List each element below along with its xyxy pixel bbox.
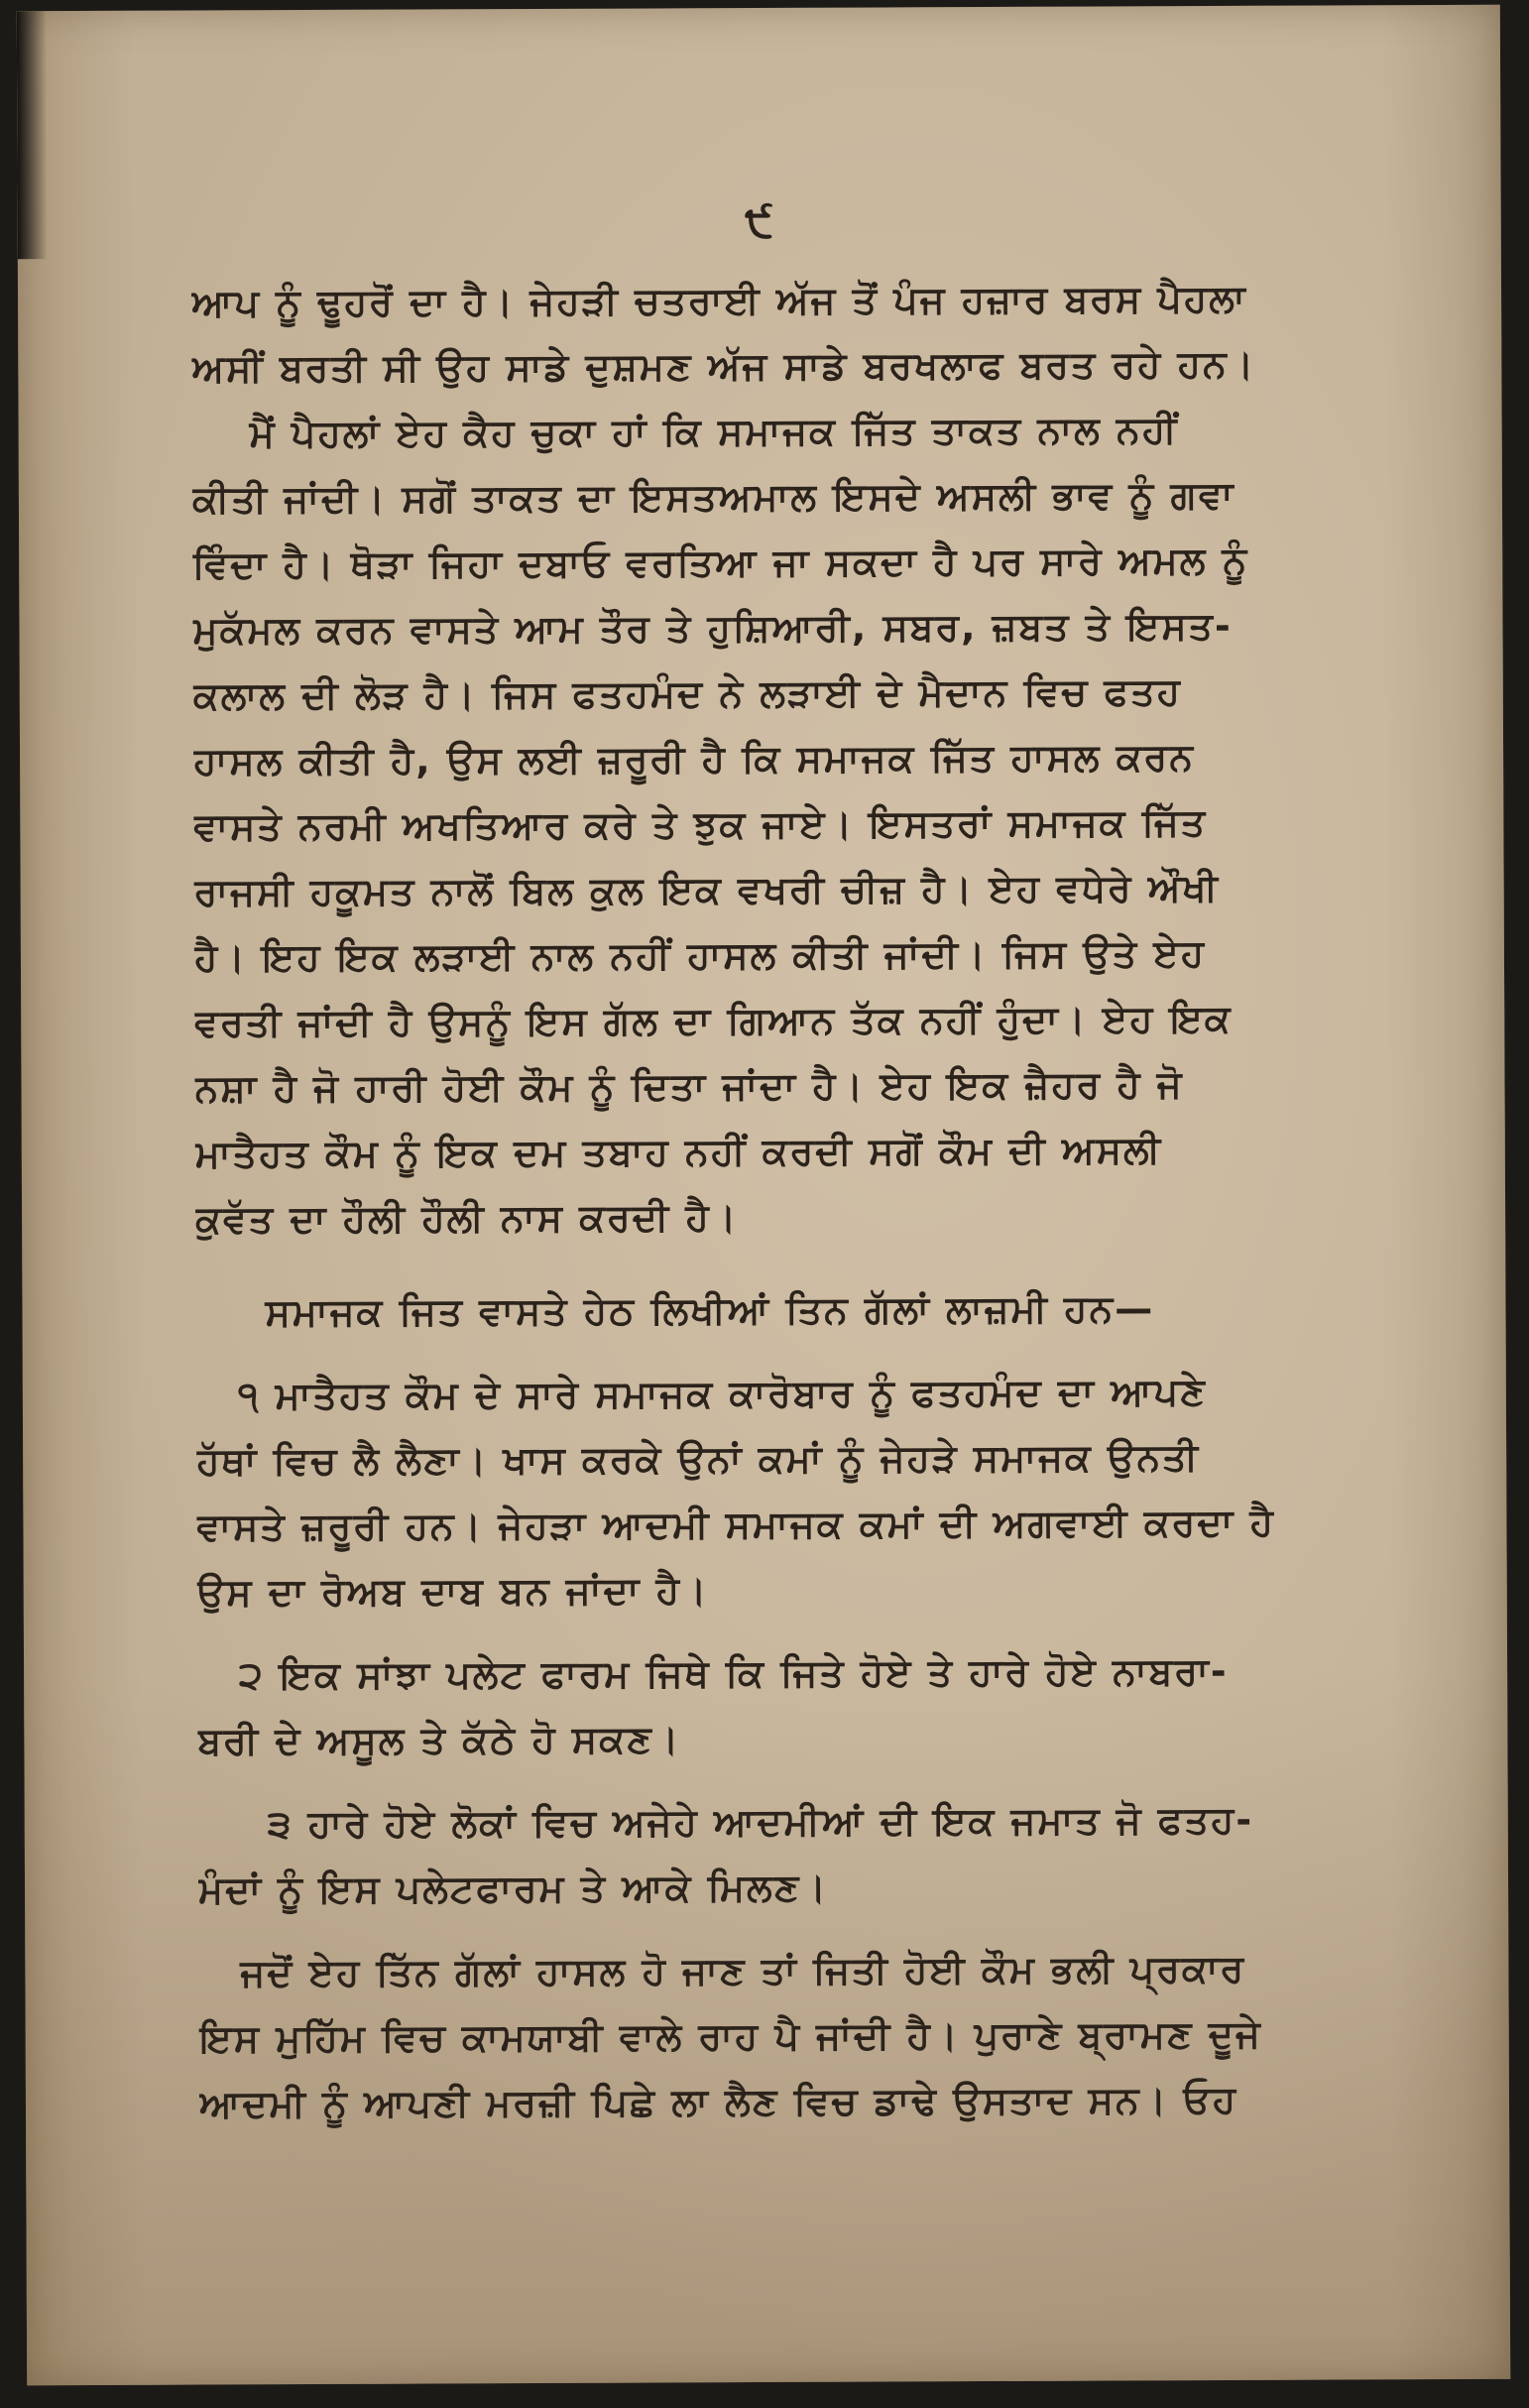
text-line: ਉਸ ਦਾ ਰੋਅਬ ਦਾਬ ਬਨ ਜਾਂਦਾ ਹੈ। — [196, 1568, 709, 1615]
text-line: ਵਾਸਤੇ ਜ਼ਰੂਰੀ ਹਨ। ਜੇਹੜਾ ਆਦਮੀ ਸਮਾਜਕ ਕਮਾਂ ਦੀ ਅਗਵਾਈ ਕਰਦਾ ਹੈ — [196, 1500, 1275, 1549]
text-line: ਮੈਂ ਪੈਹਲਾਂ ਏਹ ਕੈਹ ਚੁਕਾ ਹਾਂ ਕਿ ਸਮਾਜਕ ਜਿੱਤ ਤਾਕਤ ਨਾਲ ਨਹੀਂ — [249, 408, 1179, 456]
page-body — [191, 265, 1449, 2136]
text-line: ਆਦਮੀ ਨੂੰ ਆਪਣੀ ਮਰਜ਼ੀ ਪਿਛੇ ਲਾ ਲੈਣ ਵਿਚ ਡਾਢੇ ਉਸਤਾਦ ਸਨ। ਓਹ — [198, 2077, 1238, 2126]
text-line: ਕਲਾਲ ਦੀ ਲੋੜ ਹੈ। ਜਿਸ ਫਤਹਮੰਦ ਨੇ ਲੜਾਈ ਦੇ ਮੈਦਾਨ ਵਿਚ ਫਤਹ — [192, 669, 1183, 718]
text-line: ਮਾਤੈਹਤ ਕੌਮ ਨੂੰ ਇਕ ਦਮ ਤਬਾਹ ਨਹੀਂ ਕਰਦੀ ਸਗੋਂ ਕੌਮ ਦੀ ਅਸਲੀ — [194, 1128, 1163, 1176]
text-line: ਵਿੰਦਾ ਹੈ। ਥੋੜਾ ਜਿਹਾ ਦਬਾਓ ਵਰਤਿਆ ਜਾ ਸਕਦਾ ਹੈ ਪਰ ਸਾਰੇ ਅਮਲ ਨੂੰ — [192, 538, 1249, 587]
text-line: ਹੱਥਾਂ ਵਿਚ ਲੈ ਲੈਣਾ। ਖਾਸ ਕਰਕੇ ਉਨਾਂ ਕਮਾਂ ਨੂੰ ਜੇਹੜੇ ਸਮਾਜਕ ਉਨਤੀ — [196, 1435, 1201, 1484]
text-line: ਹੈ। ਇਹ ਇਕ ਲੜਾਈ ਨਾਲ ਨਹੀਂ ਹਾਸਲ ਕੀਤੀ ਜਾਂਦੀ। ਜਿਸ ਉਤੇ ਏਹ — [193, 931, 1207, 980]
list-item-1: ੧ ਮਾਤੈਹਤ ਕੌਮ ਦੇ ਸਾਰੇ ਸਮਾਜਕ ਕਾਰੋਬਾਰ ਨੂੰ ਫਤਹਮੰਦ ਦਾ ਆਪਣੇ — [237, 1370, 1207, 1418]
text-line: ਆਪ ਨੂੰ ਢੂਹਰੋਂ ਦਾ ਹੈ। ਜੇਹੜੀ ਚਤਰਾਈ ਅੱਜ ਤੋਂ ਪੰਜ ਹਜ਼ਾਰ ਬਰਸ ਪੈਹਲਾ — [190, 276, 1247, 325]
list-item-3: ੩ ਹਾਰੇ ਹੋਏ ਲੋਕਾਂ ਵਿਚ ਅਜੇਹੇ ਆਦਮੀਆਂ ਦੀ ਇਕ ਜਮਾਤ ਜੋ ਫਤਹ- — [267, 1797, 1254, 1847]
text-line: ਰਾਜਸੀ ਹਕੂਮਤ ਨਾਲੋਂ ਬਿਲ ਕੁਲ ਇਕ ਵਖਰੀ ਚੀਜ਼ ਹੈ। ਏਹ ਵਧੇਰੇ ਔਖੀ — [193, 865, 1220, 914]
page-number: ੯ — [745, 195, 774, 248]
text-line: ਮੰਦਾਂ ਨੂੰ ਇਸ ਪਲੇਟਫਾਰਮ ਤੇ ਆਕੇ ਮਿਲਣ। — [197, 1865, 829, 1912]
text-line: ਇਸ ਮੁਹਿੱਮ ਵਿਚ ਕਾਮਯਾਬੀ ਵਾਲੇ ਰਾਹ ਪੈ ਜਾਂਦੀ ਹੈ। ਪੁਰਾਣੇ ਬ੍ਰਾਮਣ ਦੂਜੇ — [198, 2011, 1262, 2061]
text-line: ਜਦੋਂ ਏਹ ਤਿੱਨ ਗੱਲਾਂ ਹਾਸਲ ਹੋ ਜਾਣ ਤਾਂ ਜਿਤੀ ਹੋਈ ਕੌਮ ਭਲੀ ਪ੍ਰਕਾਰ — [240, 1946, 1246, 1995]
text-line: ਕੀਤੀ ਜਾਂਦੀ। ਸਗੋਂ ਤਾਕਤ ਦਾ ਇਸਤਅਮਾਲ ਇਸਦੇ ਅਸਲੀ ਭਾਵ ਨੂੰ ਗਵਾ — [191, 472, 1235, 522]
text-line: ਕੁਵੱਤ ਦਾ ਹੌਲੀ ਹੌਲੀ ਨਾਸ ਕਰਦੀ ਹੈ। — [195, 1195, 739, 1242]
text-line: ਮੁਕੱਮਲ ਕਰਨ ਵਾਸਤੇ ਆਮ ਤੌਰ ਤੇ ਹੁਸ਼ਿਆਰੀ, ਸਬਰ, ਜ਼ਬਤ ਤੇ ਇਸਤ- — [192, 603, 1233, 653]
text-line: ਅਸੀਂ ਬਰਤੀ ਸੀ ਉਹ ਸਾਡੇ ਦੁਸ਼ਮਣ ਅੱਜ ਸਾਡੇ ਬਰਖਲਾਫ ਬਰਤ ਰਹੇ ਹਨ। — [191, 341, 1256, 391]
text-line: ਵਰਤੀ ਜਾਂਦੀ ਹੈ ਉਸਨੂੰ ਇਸ ਗੱਲ ਦਾ ਗਿਆਨ ਤੱਕ ਨਹੀਂ ਹੁੰਦਾ। ਏਹ ਇਕ — [194, 996, 1233, 1045]
text-line: ਬਰੀ ਦੇ ਅਸੂਲ ਤੇ ਕੱਠੇ ਹੋ ਸਕਣ। — [197, 1717, 681, 1763]
text-line: ਨਸ਼ਾ ਹੈ ਜੋ ਹਾਰੀ ਹੋਈ ਕੌਮ ਨੂੰ ਦਿਤਾ ਜਾਂਦਾ ਹੈ। ਏਹ ਇਕ ਜ਼ੈਹਰ ਹੈ ਜੋ — [194, 1062, 1184, 1111]
text-line: ਵਾਸਤੇ ਨਰਮੀ ਅਖਤਿਆਰ ਕਰੇ ਤੇ ਝੁਕ ਜਾਏ। ਇਸਤਰਾਂ ਸਮਾਜਕ ਜਿੱਤ — [193, 800, 1208, 849]
list-item-2: ੨ ਇਕ ਸਾਂਝਾ ਪਲੇਟ ਫਾਰਮ ਜਿਥੇ ਕਿ ਜਿਤੇ ਹੋਏ ਤੇ ਹਾਰੇ ਹੋਏ ਨਾਬਰਾ- — [239, 1648, 1229, 1698]
text-line: ਹਾਸਲ ਕੀਤੀ ਹੈ, ਉਸ ਲਈ ਜ਼ਰੂਰੀ ਹੈ ਕਿ ਸਮਾਜਕ ਜਿੱਤ ਹਾਸਲ ਕਰਨ — [192, 735, 1196, 783]
section-lead: ਸਮਾਜਕ ਜਿਤ ਵਾਸਤੇ ਹੇਠ ਲਿਖੀਆਂ ਤਿਨ ਗੱਲਾਂ ਲਾਜ਼ਮੀ ਹਨ— — [265, 1286, 1155, 1335]
book-page — [17, 5, 1510, 2386]
